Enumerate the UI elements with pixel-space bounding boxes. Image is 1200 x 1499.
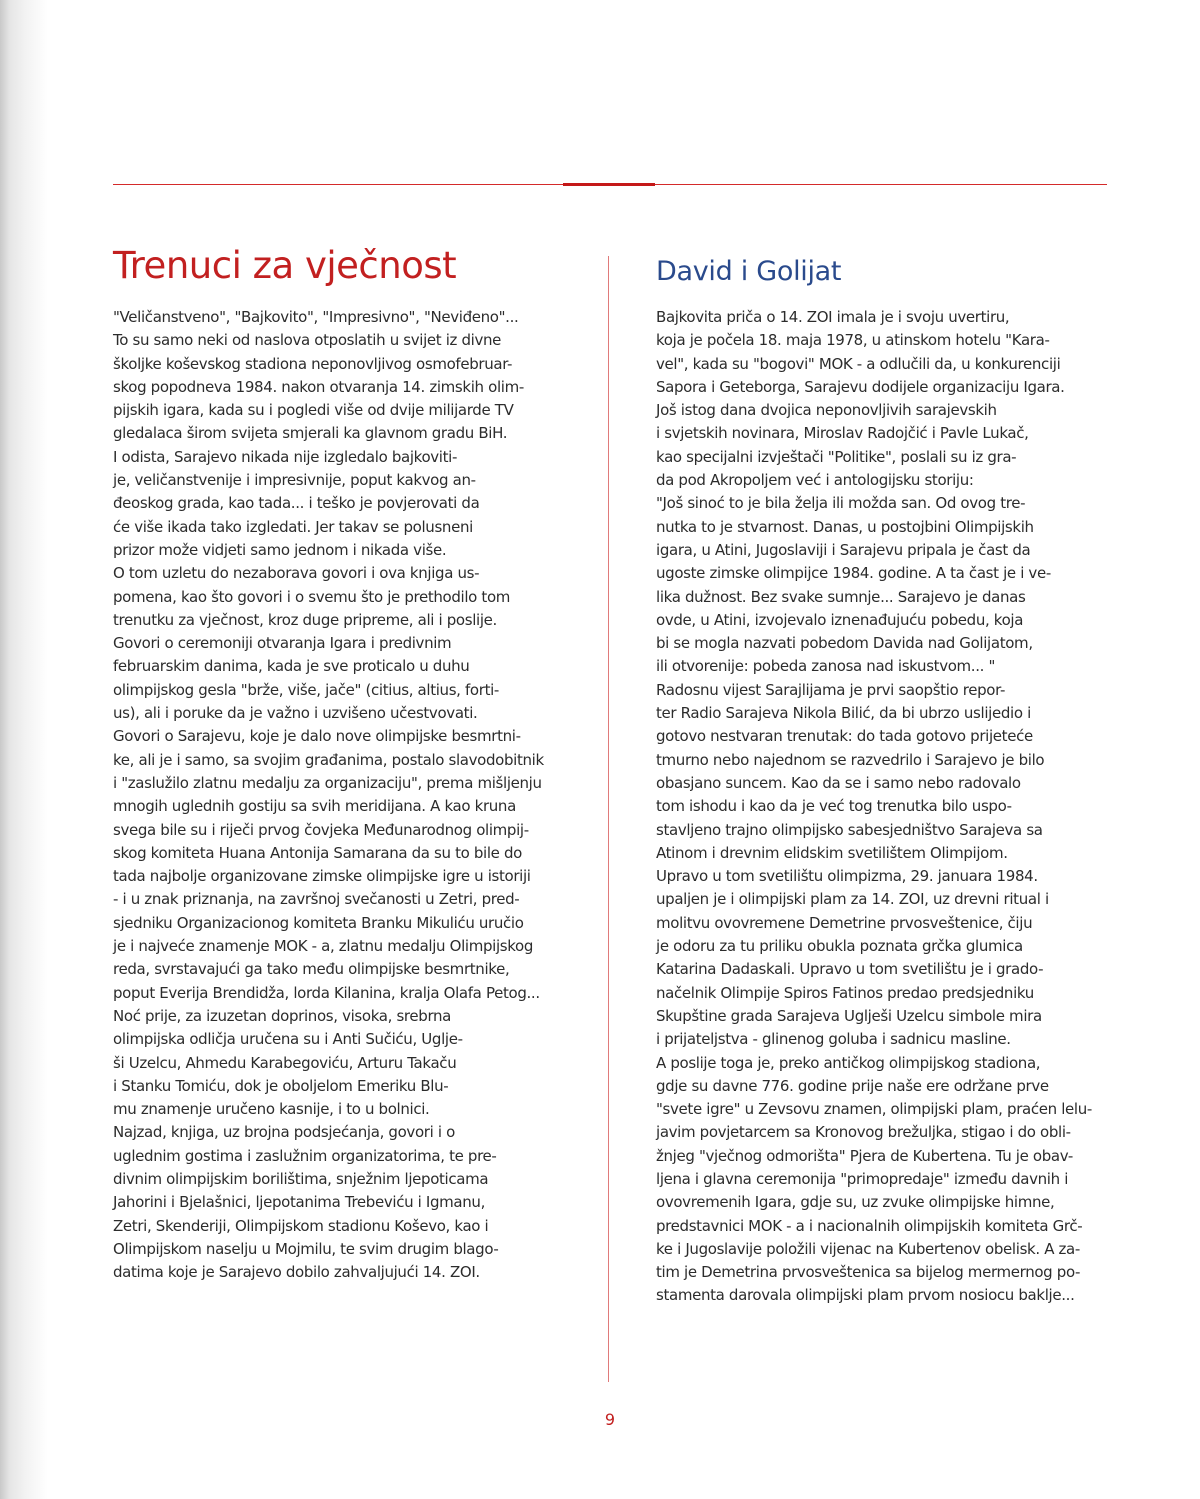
text-line: načelnik Olimpije Spiros Fatinos predao predsjedniku	[656, 983, 1034, 1002]
text-line: koja je počela 18. maja 1978, u atinskom hotelu "Kara-	[656, 331, 1050, 350]
text-line: da pod Akropoljem već i antologijsku storiju:	[656, 471, 974, 490]
text-line: reda, svrstavajući ga tako među olimpijske besmrtnike,	[113, 960, 510, 979]
left-column-title: Trenuci za vječnost	[113, 244, 457, 287]
text-line: I odista, Sarajevo nikada nije izgledalo bajkoviti-	[113, 447, 458, 466]
text-line: To su samo neki od naslova otposlatih u svijet iz divne	[113, 331, 502, 350]
text-line: stamenta darovala olimpijski plam prvom nosiocu baklje...	[656, 1286, 1075, 1305]
text-line: Skupštine grada Sarajeva Uglješi Uzelcu simbole mira	[656, 1006, 1042, 1025]
text-line: javim povjetarcem sa Kronovog brežuljka, stigao i do obli-	[656, 1123, 1071, 1142]
text-line: gotovo nestvaran trenutak: do tada gotovo prijeteće	[656, 727, 1033, 746]
text-line: februarskim danima, kada je sve proticalo u duhu	[113, 657, 470, 676]
text-line: molitvu ovovremene Demetrine prvosveštenice, čiju	[656, 913, 1033, 932]
right-column-title: David i Golijat	[656, 256, 842, 287]
text-line: Sapora i Geteborga, Sarajevu dodijele organizaciju Igara.	[656, 377, 1065, 396]
text-line: pijskih igara, kada su i pogledi više od dvije milijarde TV	[113, 401, 514, 420]
text-line: tada najbolje organizovane zimske olimpijske igre u istoriji	[113, 867, 531, 886]
text-line: bi se mogla nazvati pobedom Davida nad Golijatom,	[656, 634, 1033, 653]
text-line: ili otvorenije: pobeda zanosa nad iskustvom... "	[656, 657, 996, 676]
text-line: svega bile su i riječi prvog čovjeka Međunarodnog olimpij-	[113, 820, 529, 839]
text-line: Olimpijskom naselju u Mojmilu, te svim drugim blago-	[113, 1239, 499, 1258]
text-line: tom ishodu i kao da je već tog trenutka bilo uspo-	[656, 797, 1012, 816]
text-line: "Još sinoć to je bila želja ili možda san. Od ovog tre-	[656, 494, 1026, 513]
header-rule-right	[655, 184, 1107, 185]
text-line: i Stanku Tomiću, dok je oboljelom Emeriku Blu-	[113, 1076, 449, 1095]
text-line: ovde, u Atini, izvojevalo iznenađujuću pobedu, koja	[656, 610, 1024, 629]
text-line: tmurno nebo najednom se razvedrilo i Sarajevo je bilo	[656, 750, 1045, 769]
left-column-body	[113, 306, 543, 1284]
text-line: Jahorini i Bjelašnici, ljepotanima Trebeviću i Igmanu,	[113, 1193, 485, 1212]
text-line: O tom uzletu do nezaborava govori i ova knjiga us-	[113, 564, 480, 583]
text-line: i svjetskih novinara, Miroslav Radojčić i Pavle Lukač,	[656, 424, 1029, 443]
text-line: će više ikada tako izgledati. Jer takav se polusneni	[113, 517, 473, 536]
page-number: 9	[604, 1410, 616, 1429]
text-line: Zetri, Skenderiji, Olimpijskom stadionu Koševo, kao i	[113, 1216, 489, 1235]
text-line: đeoskog grada, kao tada... i teško je povjerovati da	[113, 494, 480, 513]
text-line: školjke koševskog stadiona neponovljivog osmofebruar-	[113, 354, 513, 373]
text-line: mnogih uglednih gostiju sa svih meridijana. A kao kruna	[113, 797, 516, 816]
text-line: nutka to je stvarnost. Danas, u postojbini Olimpijskih	[656, 517, 1034, 536]
text-line: mu znamenje uručeno kasnije, i to u bolnici.	[113, 1100, 430, 1119]
header-rule-left	[113, 184, 563, 185]
text-line: pomena, kao što govori i o svemu što je prethodilo tom	[113, 587, 511, 606]
text-line: je odoru za tu priliku obukla poznata grčka glumica	[656, 937, 1023, 956]
right-column	[656, 240, 1111, 1308]
text-line: uglednim gostima i zaslužnim organizatorima, te pre-	[113, 1146, 497, 1165]
text-line: sjedniku Organizacionog komiteta Branku Mikuliću uručio	[113, 913, 524, 932]
text-line: Govori o Sarajevu, koje je dalo nove olimpijske besmrtni-	[113, 727, 521, 746]
text-line: trenutku za vječnost, kroz duge pripreme, ali i poslije.	[113, 610, 497, 629]
text-line: - i u znak priznanja, na završnoj svečanosti u Zetri, pred-	[113, 890, 520, 909]
text-line: je, veličanstvenije i impresivnije, poput kakvog an-	[113, 471, 476, 490]
text-line: olimpijskog gesla "brže, više, jače" (citius, altius, forti-	[113, 680, 499, 699]
text-line: divnim olimpijskim borilištima, snježnim ljepoticama	[113, 1169, 489, 1188]
text-line: Radosnu vijest Sarajlijama je prvi saopštio repor-	[656, 680, 1006, 699]
header-rule-accent	[563, 183, 655, 186]
text-line: Noć prije, za izuzetan doprinos, visoka, srebrna	[113, 1006, 452, 1025]
text-line: tim je Demetrina prvosveštenica sa bijelog mermernog po-	[656, 1263, 1081, 1282]
text-line: "svete igre" u Zevsovu znamen, olimpijski plam, praćen lelu-	[656, 1100, 1092, 1119]
text-line: i "zaslužilo zlatnu medalju za organizaciju", prema mišljenju	[113, 773, 542, 792]
text-line: Katarina Dadaskali. Upravo u tom svetilištu je i grado-	[656, 960, 1044, 979]
text-line: lika dužnost. Bez svake sumnje... Sarajevo je danas	[656, 587, 1026, 606]
text-line: us), ali i poruke da je važno i uzvišeno učestvovati.	[113, 704, 478, 723]
text-line: Atinom i drevnim elidskim svetilištem Olimpijom.	[656, 843, 1008, 862]
text-line: Najzad, knjiga, uz brojna podsjećanja, govori i o	[113, 1123, 455, 1142]
left-column	[113, 240, 543, 1284]
text-line: igara, u Atini, Jugoslaviji i Sarajevu pripala je čast da	[656, 540, 1031, 559]
text-line: obasjano suncem. Kao da se i samo nebo radovalo	[656, 773, 1021, 792]
text-line: A poslije toga je, preko antičkog olimpijskog stadiona,	[656, 1053, 1041, 1072]
text-line: upaljen je i olimpijski plam za 14. ZOI, uz drevni ritual i	[656, 890, 1049, 909]
text-line: ter Radio Sarajeva Nikola Bilić, da bi ubrzo uslijedio i	[656, 704, 1031, 723]
text-line: skog popodneva 1984. nakon otvaranja 14. zimskih olim-	[113, 377, 524, 396]
text-line: ljena i glavna ceremonija "primopredaje" između davnih i	[656, 1169, 1069, 1188]
text-line: "Veličanstveno", "Bajkovito", "Impresivno", "Neviđeno"...	[113, 308, 519, 326]
text-line: gdje su davne 776. godine prije naše ere održane prve	[656, 1076, 1049, 1095]
right-column-body	[656, 306, 1111, 1308]
text-line: stavljeno trajno olimpijsko sabesjedništvo Sarajeva sa	[656, 820, 1043, 839]
text-line: ke, ali je i samo, sa svojim građanima, postalo slavodobitnik	[113, 750, 544, 769]
text-line: poput Everija Brendidža, lorda Kilanina, kralja Olafa Petog...	[113, 983, 540, 1002]
text-line: ovovremenih Igara, gdje su, uz zvuke olimpijske himne,	[656, 1193, 1055, 1212]
text-line: prizor može vidjeti samo jednom i nikada više.	[113, 540, 447, 559]
text-line: skog komiteta Huana Antonija Samarana da su to bile do	[113, 843, 522, 862]
text-line: predstavnici MOK - a i nacionalnih olimpijskih komiteta Grč-	[656, 1216, 1083, 1235]
column-divider	[608, 256, 609, 1382]
text-line: ugoste zimske olimpijce 1984. godine. A ta čast je i ve-	[656, 564, 1051, 583]
text-line: olimpijska odličja uručena su i Anti Sučiću, Uglje-	[113, 1030, 463, 1049]
text-line: ši Uzelcu, Ahmedu Karabegoviću, Arturu Takaču	[113, 1053, 457, 1072]
text-line: gledalaca širom svijeta smjerali ka glavnom gradu BiH.	[113, 424, 508, 443]
text-line: ke i Jugoslavije položili vijenac na Kubertenov obelisk. A za-	[656, 1239, 1080, 1258]
text-line: je i najveće znamenje MOK - a, zlatnu medalju Olimpijskog	[113, 937, 534, 956]
text-line: Još istog dana dvojica neponovljivih sarajevskih	[656, 401, 997, 420]
text-line: vel", kada su "bogovi" MOK - a odlučili da, u konkurenciji	[656, 354, 1061, 373]
text-line: žnjeg "vječnog odmorišta" Pjera de Kubertena. Tu je obav-	[656, 1146, 1073, 1165]
text-line: datima koje je Sarajevo dobilo zahvaljujući 14. ZOI.	[113, 1263, 480, 1282]
text-line: kao specijalni izvještači "Politike", poslali su iz gra-	[656, 447, 1017, 466]
text-line: Upravo u tom svetilištu olimpizma, 29. januara 1984.	[656, 867, 1038, 886]
text-line: i prijateljstva - glinenog goluba i sadnicu masline.	[656, 1030, 1011, 1049]
text-line: Bajkovita priča o 14. ZOI imala je i svoju uvertiru,	[656, 308, 1010, 326]
text-line: Govori o ceremoniji otvaranja Igara i predivnim	[113, 634, 452, 653]
